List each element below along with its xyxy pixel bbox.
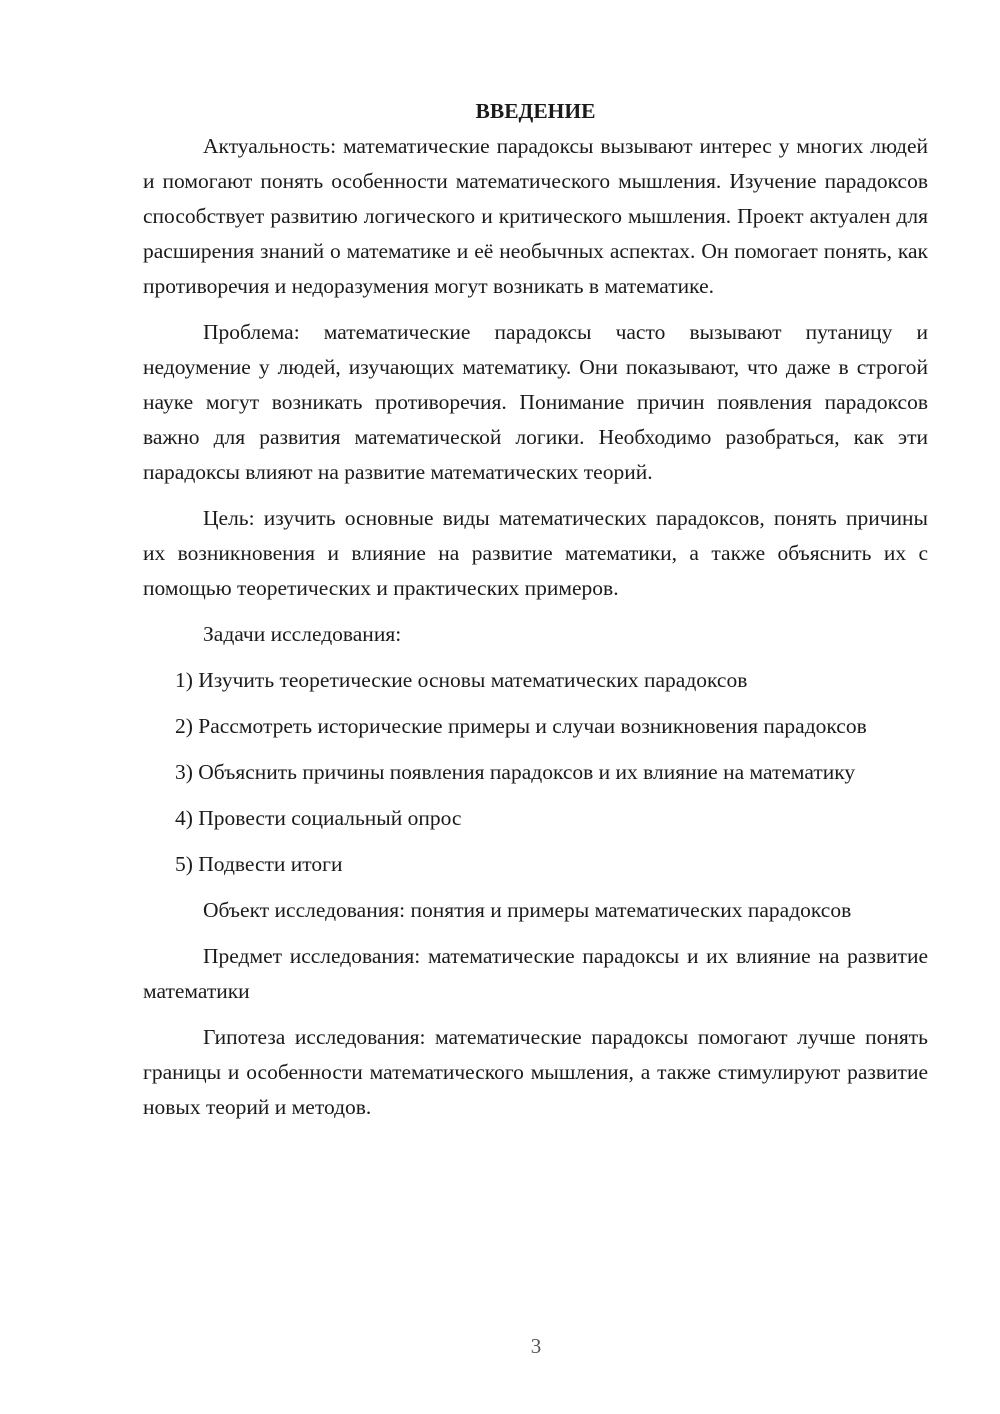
- task-item: 5) Подвести итоги: [175, 852, 343, 876]
- research-object-paragraph: Объект исследования: понятия и примеры математических парадоксов: [203, 898, 852, 922]
- tasks-heading: Задачи исследования:: [203, 622, 402, 646]
- page-content: [143, 94, 928, 1136]
- hypothesis-paragraph: Гипотеза исследования: математические парадоксы помогают лучше понять границы и особенности математического мышления, а также стимулируют развитие новых теорий и методов.: [143, 1025, 928, 1119]
- page-number: 3: [530, 1334, 542, 1358]
- section-title: ВВЕДЕНИЕ: [475, 99, 596, 123]
- task-item: 1) Изучить теоретические основы математических парадоксов: [175, 668, 748, 692]
- relevance-paragraph: Актуальность: математические парадоксы вызывают интерес у многих людей и помогают понять особенности математического мышления. Изучение парадоксов способствует развитию логического и критического мышления. Проект актуален для расширения знаний о математике и её необычных аспектах. Он помогает понять, как противоречия и недоразумения могут возникать в математике.: [143, 134, 928, 298]
- research-subject-paragraph: Предмет исследования: математические парадоксы и их влияние на развитие математики: [143, 944, 928, 1003]
- task-item: 4) Провести социальный опрос: [175, 806, 462, 830]
- goal-paragraph: Цель: изучить основные виды математических парадоксов, понять причины их возникновения и влияние на развитие математики, а также объяснить их с помощью теоретических и практических примеров.: [143, 506, 928, 600]
- problem-paragraph: Проблема: математические парадоксы часто вызывают путаницу и недоумение у людей, изучающих математику. Они показывают, что даже в строгой науке могут возникать противоречия. Понимание причин появления парадоксов важно для развития математической логики. Необходимо разобраться, как эти парадоксы влияют на развитие математических теорий.: [143, 320, 928, 484]
- task-item: 3) Объяснить причины появления парадоксов и их влияние на математику: [175, 760, 856, 784]
- task-item: 2) Рассмотреть исторические примеры и случаи возникновения парадоксов: [175, 714, 867, 738]
